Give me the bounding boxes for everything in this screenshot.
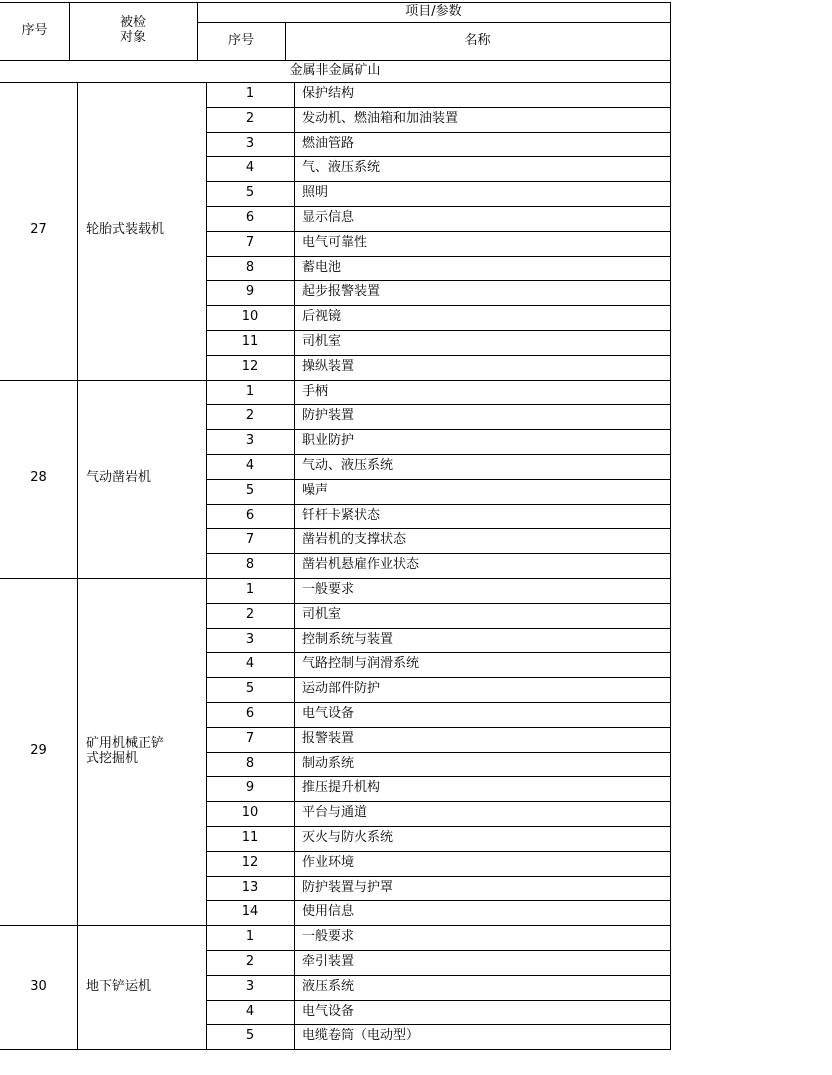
item-no: 4 bbox=[245, 160, 255, 176]
item-name: 电气设备 bbox=[302, 1003, 355, 1019]
item-name: 电缆卷筒（电动型） bbox=[302, 1028, 420, 1044]
group-object-line-1: 气动凿岩机 bbox=[86, 470, 152, 486]
group-col-rule bbox=[77, 380, 78, 579]
group-object bbox=[86, 82, 206, 380]
header-object-line-2: 对象 bbox=[119, 30, 146, 45]
item-name: 手柄 bbox=[302, 383, 329, 399]
item-no: 5 bbox=[245, 1028, 255, 1044]
group-seq: 29 bbox=[30, 743, 47, 759]
item-no: 11 bbox=[241, 829, 259, 845]
item-name: 一般要求 bbox=[302, 929, 355, 945]
item-no: 7 bbox=[245, 730, 255, 746]
item-no: 8 bbox=[245, 755, 255, 771]
group-col-rule bbox=[77, 82, 78, 381]
item-no: 2 bbox=[245, 606, 255, 622]
item-no: 10 bbox=[241, 309, 259, 325]
item-name: 气、液压系统 bbox=[302, 160, 381, 176]
item-no: 4 bbox=[245, 457, 255, 473]
item-no: 6 bbox=[245, 507, 255, 523]
header-seq: 序号 bbox=[21, 22, 48, 38]
section-title: 金属非金属矿山 bbox=[289, 62, 381, 78]
item-name: 报警装置 bbox=[302, 730, 355, 746]
item-name: 起步报警装置 bbox=[302, 284, 381, 300]
item-name: 液压系统 bbox=[302, 978, 355, 994]
item-name: 后视镜 bbox=[302, 309, 342, 325]
item-no: 7 bbox=[245, 532, 255, 548]
item-no: 7 bbox=[245, 234, 255, 250]
item-no: 2 bbox=[245, 953, 255, 969]
item-no: 3 bbox=[245, 631, 255, 647]
item-no: 5 bbox=[245, 185, 255, 201]
item-no: 3 bbox=[245, 433, 255, 449]
item-no: 2 bbox=[245, 110, 255, 126]
item-no: 11 bbox=[241, 333, 259, 349]
item-no: 3 bbox=[245, 978, 255, 994]
item-name: 平台与通道 bbox=[302, 805, 368, 821]
group-object bbox=[86, 578, 206, 925]
header-object-line-1: 被检 bbox=[119, 15, 146, 31]
item-name: 防护装置与护罩 bbox=[302, 879, 394, 895]
item-no: 1 bbox=[245, 581, 255, 597]
item-no: 5 bbox=[245, 681, 255, 697]
group-right-rule bbox=[670, 925, 671, 1050]
group-seq: 30 bbox=[30, 978, 47, 994]
item-name: 一般要求 bbox=[302, 581, 355, 597]
header-right-rule bbox=[670, 2, 671, 61]
item-name: 燃油管路 bbox=[302, 135, 355, 151]
item-name: 气动、液压系统 bbox=[302, 457, 394, 473]
group-object bbox=[86, 380, 206, 578]
item-no: 14 bbox=[241, 904, 259, 920]
item-no: 4 bbox=[245, 656, 255, 672]
item-no: 12 bbox=[241, 854, 259, 870]
item-name: 司机室 bbox=[302, 606, 342, 622]
item-name: 钎杆卡紧状态 bbox=[302, 507, 381, 523]
item-no: 8 bbox=[245, 259, 255, 275]
item-no: 10 bbox=[241, 805, 259, 821]
item-name: 发动机、燃油箱和加油装置 bbox=[302, 110, 459, 126]
item-name: 操纵装置 bbox=[302, 358, 355, 374]
item-no: 2 bbox=[245, 408, 255, 424]
group-col-rule bbox=[77, 578, 78, 926]
item-name: 制动系统 bbox=[302, 755, 355, 771]
group-col-rule bbox=[77, 925, 78, 1050]
item-no: 3 bbox=[245, 135, 255, 151]
item-name: 电气设备 bbox=[302, 705, 355, 721]
group-seq: 27 bbox=[30, 222, 47, 238]
header-item-name: 名称 bbox=[464, 32, 491, 48]
item-no: 1 bbox=[245, 85, 255, 101]
item-name: 电气可靠性 bbox=[302, 234, 368, 250]
item-name: 推压提升机构 bbox=[302, 780, 381, 796]
item-name: 牵引装置 bbox=[302, 953, 355, 969]
group-object-line-2: 式挖掘机 bbox=[86, 750, 139, 766]
item-no: 12 bbox=[241, 358, 259, 374]
header-item-seq: 序号 bbox=[227, 32, 254, 48]
item-name: 控制系统与装置 bbox=[302, 631, 394, 647]
group-object-line-1: 轮胎式装载机 bbox=[86, 222, 165, 238]
item-name: 蓄电池 bbox=[302, 259, 342, 275]
item-name: 保护结构 bbox=[302, 85, 355, 101]
item-no: 1 bbox=[245, 383, 255, 399]
item-name: 照明 bbox=[302, 185, 329, 201]
item-name: 运动部件防护 bbox=[302, 681, 381, 697]
item-no: 9 bbox=[245, 780, 255, 796]
item-name: 噪声 bbox=[302, 482, 329, 498]
group-object-line-1: 矿用机械正铲 bbox=[86, 735, 165, 751]
item-no: 4 bbox=[245, 1003, 255, 1019]
item-name: 作业环境 bbox=[302, 854, 355, 870]
group-object bbox=[86, 925, 206, 1049]
item-no: 5 bbox=[245, 482, 255, 498]
item-no: 1 bbox=[245, 929, 255, 945]
item-name: 灭火与防火系统 bbox=[302, 829, 394, 845]
item-name: 使用信息 bbox=[302, 904, 355, 920]
header-items: 项目/参数 bbox=[405, 3, 462, 19]
item-name: 凿岩机的支撑状态 bbox=[302, 532, 407, 548]
item-name: 防护装置 bbox=[302, 408, 355, 424]
item-name: 显示信息 bbox=[302, 209, 355, 225]
group-col-rule bbox=[294, 925, 295, 1050]
item-name: 司机室 bbox=[302, 333, 342, 349]
section-right-rule bbox=[670, 60, 671, 83]
item-name: 职业防护 bbox=[302, 433, 355, 449]
group-bottom-rule bbox=[0, 1049, 671, 1050]
group-object-line-1: 地下铲运机 bbox=[86, 978, 152, 994]
item-no: 9 bbox=[245, 284, 255, 300]
item-name: 气路控制与润滑系统 bbox=[302, 656, 420, 672]
item-no: 6 bbox=[245, 209, 255, 225]
item-no: 13 bbox=[241, 879, 259, 895]
item-name: 凿岩机悬雇作业状态 bbox=[302, 557, 420, 573]
item-no: 6 bbox=[245, 705, 255, 721]
group-seq: 28 bbox=[30, 470, 47, 486]
item-no: 8 bbox=[245, 557, 255, 573]
header-object bbox=[69, 2, 197, 60]
